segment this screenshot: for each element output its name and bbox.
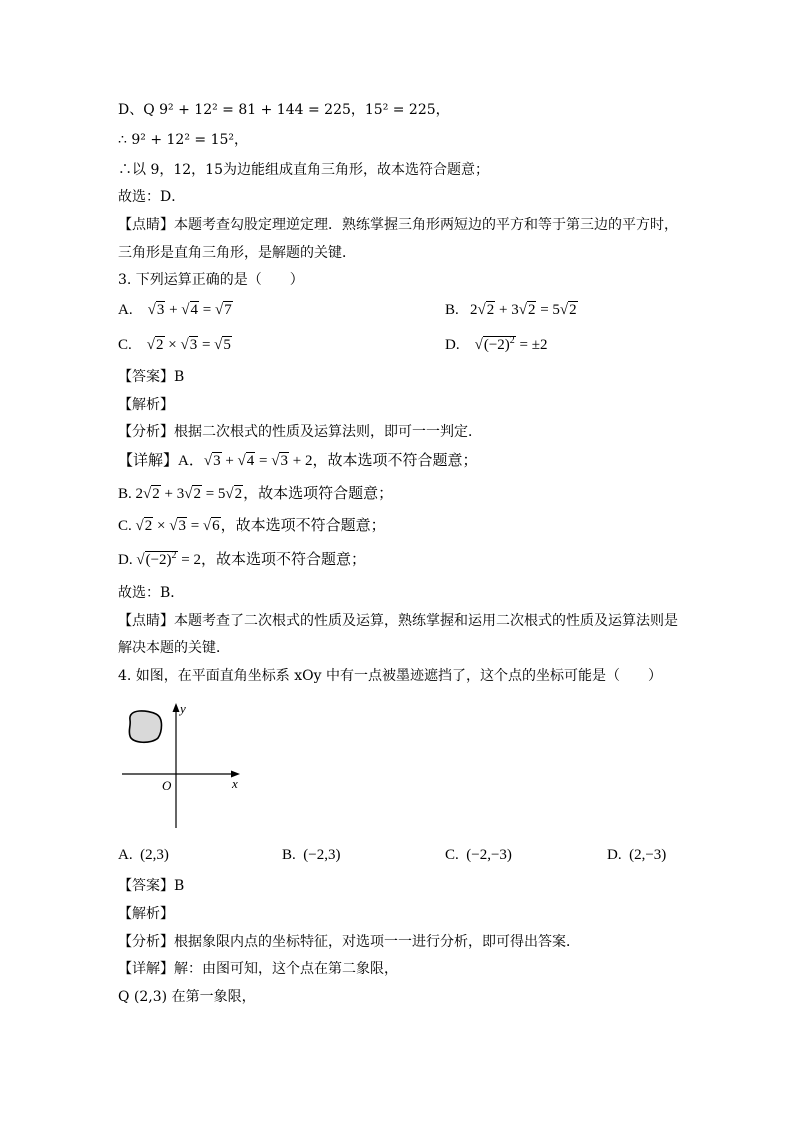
q4-option-c-label: C.	[445, 847, 459, 863]
fenxi-q4: 【分析】根据象限内点的坐标特征，对选项一一进行分析，即可得出答案．	[118, 934, 580, 950]
detail-q3-a-prefix: 【详解】A．	[118, 453, 204, 469]
q4-option-c	[445, 845, 512, 865]
fenxi-q3: 【分析】根据二次根式的性质及运算法则，即可一一判定．	[118, 424, 482, 440]
q4-option-a-label: A.	[118, 847, 133, 863]
detail-q3-d-suffix: ，故本选项不符合题意；	[201, 552, 367, 568]
q4-option-b-label: B.	[282, 847, 296, 863]
detail-q3-c: C. √2 × √3 = √6，故本选项不符合题意；	[118, 518, 386, 534]
q3-option-d: D. $√(-2)^2 = \pm 2$	[445, 335, 548, 353]
q3-option-d-label: D.	[445, 337, 460, 353]
y-axis-label: y	[180, 701, 186, 716]
q3-option-b: B. 2√2 + 3√2 = 5√2	[445, 302, 577, 318]
x-axis-label: x	[232, 776, 238, 791]
therefore-line-1: ∴ 9² + 12² = 15²，	[118, 132, 248, 148]
q4-option-d-label: D.	[607, 847, 622, 863]
detail-q3-b-suffix: ，故本选项符合题意；	[243, 486, 394, 502]
comment-q2-line-1: 【点睛】本题考查勾股定理逆定理．熟练掌握三角形两短边的平方和等于第三边的平方时，	[118, 217, 678, 233]
q4-option-d	[607, 845, 666, 865]
detail-q3-b-prefix: B.	[118, 486, 132, 502]
last-line: Q (2,3) 在第一象限，	[118, 989, 256, 1005]
comment-q3-line-2: 解决本题的关键．	[118, 640, 230, 656]
y-axis-arrow	[173, 703, 180, 712]
q3-option-c: C. √2 × √3 = √5	[118, 337, 231, 353]
comment-q2-line-2: 三角形是直角三角形，是解题的关键．	[118, 245, 356, 261]
origin-label: O	[162, 778, 172, 793]
question-3-title: 3. 下列运算正确的是（ ）	[118, 272, 304, 288]
detail-q3-d: D. $√(-2)^2 = 2$，故本选项不符合题意；	[118, 550, 367, 568]
q3-option-a-label: A.	[118, 302, 133, 318]
ink-blot	[129, 711, 161, 742]
q3-option-c-label: C.	[118, 337, 132, 353]
coordinate-plane-diagram	[118, 700, 248, 830]
q3-option-b-label: B.	[445, 302, 459, 318]
choose-b-line: 故选：B．	[118, 585, 185, 601]
q4-option-d-value: (2,−3)	[629, 847, 667, 863]
detail-q3-d-prefix: D.	[118, 552, 133, 568]
detail-q3-c-prefix: C.	[118, 518, 132, 534]
therefore-line-2: ∴以 9，12，15为边能组成直角三角形，故本选符合题意；	[118, 162, 489, 178]
detail-q3-a: 【详解】A．√3 + √4 = √3 + 2，故本选项不符合题意；	[118, 453, 478, 469]
detail-q3-a-suffix: ，故本选项不符合题意；	[312, 453, 478, 469]
q4-option-a	[118, 845, 169, 865]
detail-q3-b: B. 2√2 + 3√2 = 5√2，故本选项符合题意；	[118, 486, 394, 502]
q4-option-b-value: (−2,3)	[303, 847, 341, 863]
analysis-q4: 【解析】	[118, 906, 174, 922]
analysis-q3: 【解析】	[118, 397, 174, 413]
q3-option-a: A. √3 + √4 = √7	[118, 302, 232, 318]
solution-line-d: D、Q 9² + 12² = 81 + 144 = 225，15² = 225，	[118, 102, 450, 118]
question-4-title: 4. 如图，在平面直角坐标系 xOy 中有一点被墨迹遮挡了，这个点的坐标可能是（ ）	[118, 668, 662, 684]
detail-q3-c-suffix: ，故本选项不符合题意；	[220, 518, 386, 534]
choose-d-line: 故选：D．	[118, 189, 186, 205]
answer-q4: 【答案】B	[118, 878, 185, 894]
comment-q3-line-1: 【点睛】本题考查了二次根式的性质及运算，熟练掌握和运用二次根式的性质及运算法则是	[118, 613, 678, 629]
answer-q3: 【答案】B	[118, 369, 185, 385]
xiangjie-q4: 【详解】解：由图可知，这个点在第二象限，	[118, 961, 398, 977]
q4-option-a-value: (2,3)	[140, 847, 169, 863]
q4-option-b	[282, 845, 340, 865]
q4-option-c-value: (−2,−3)	[466, 847, 512, 863]
